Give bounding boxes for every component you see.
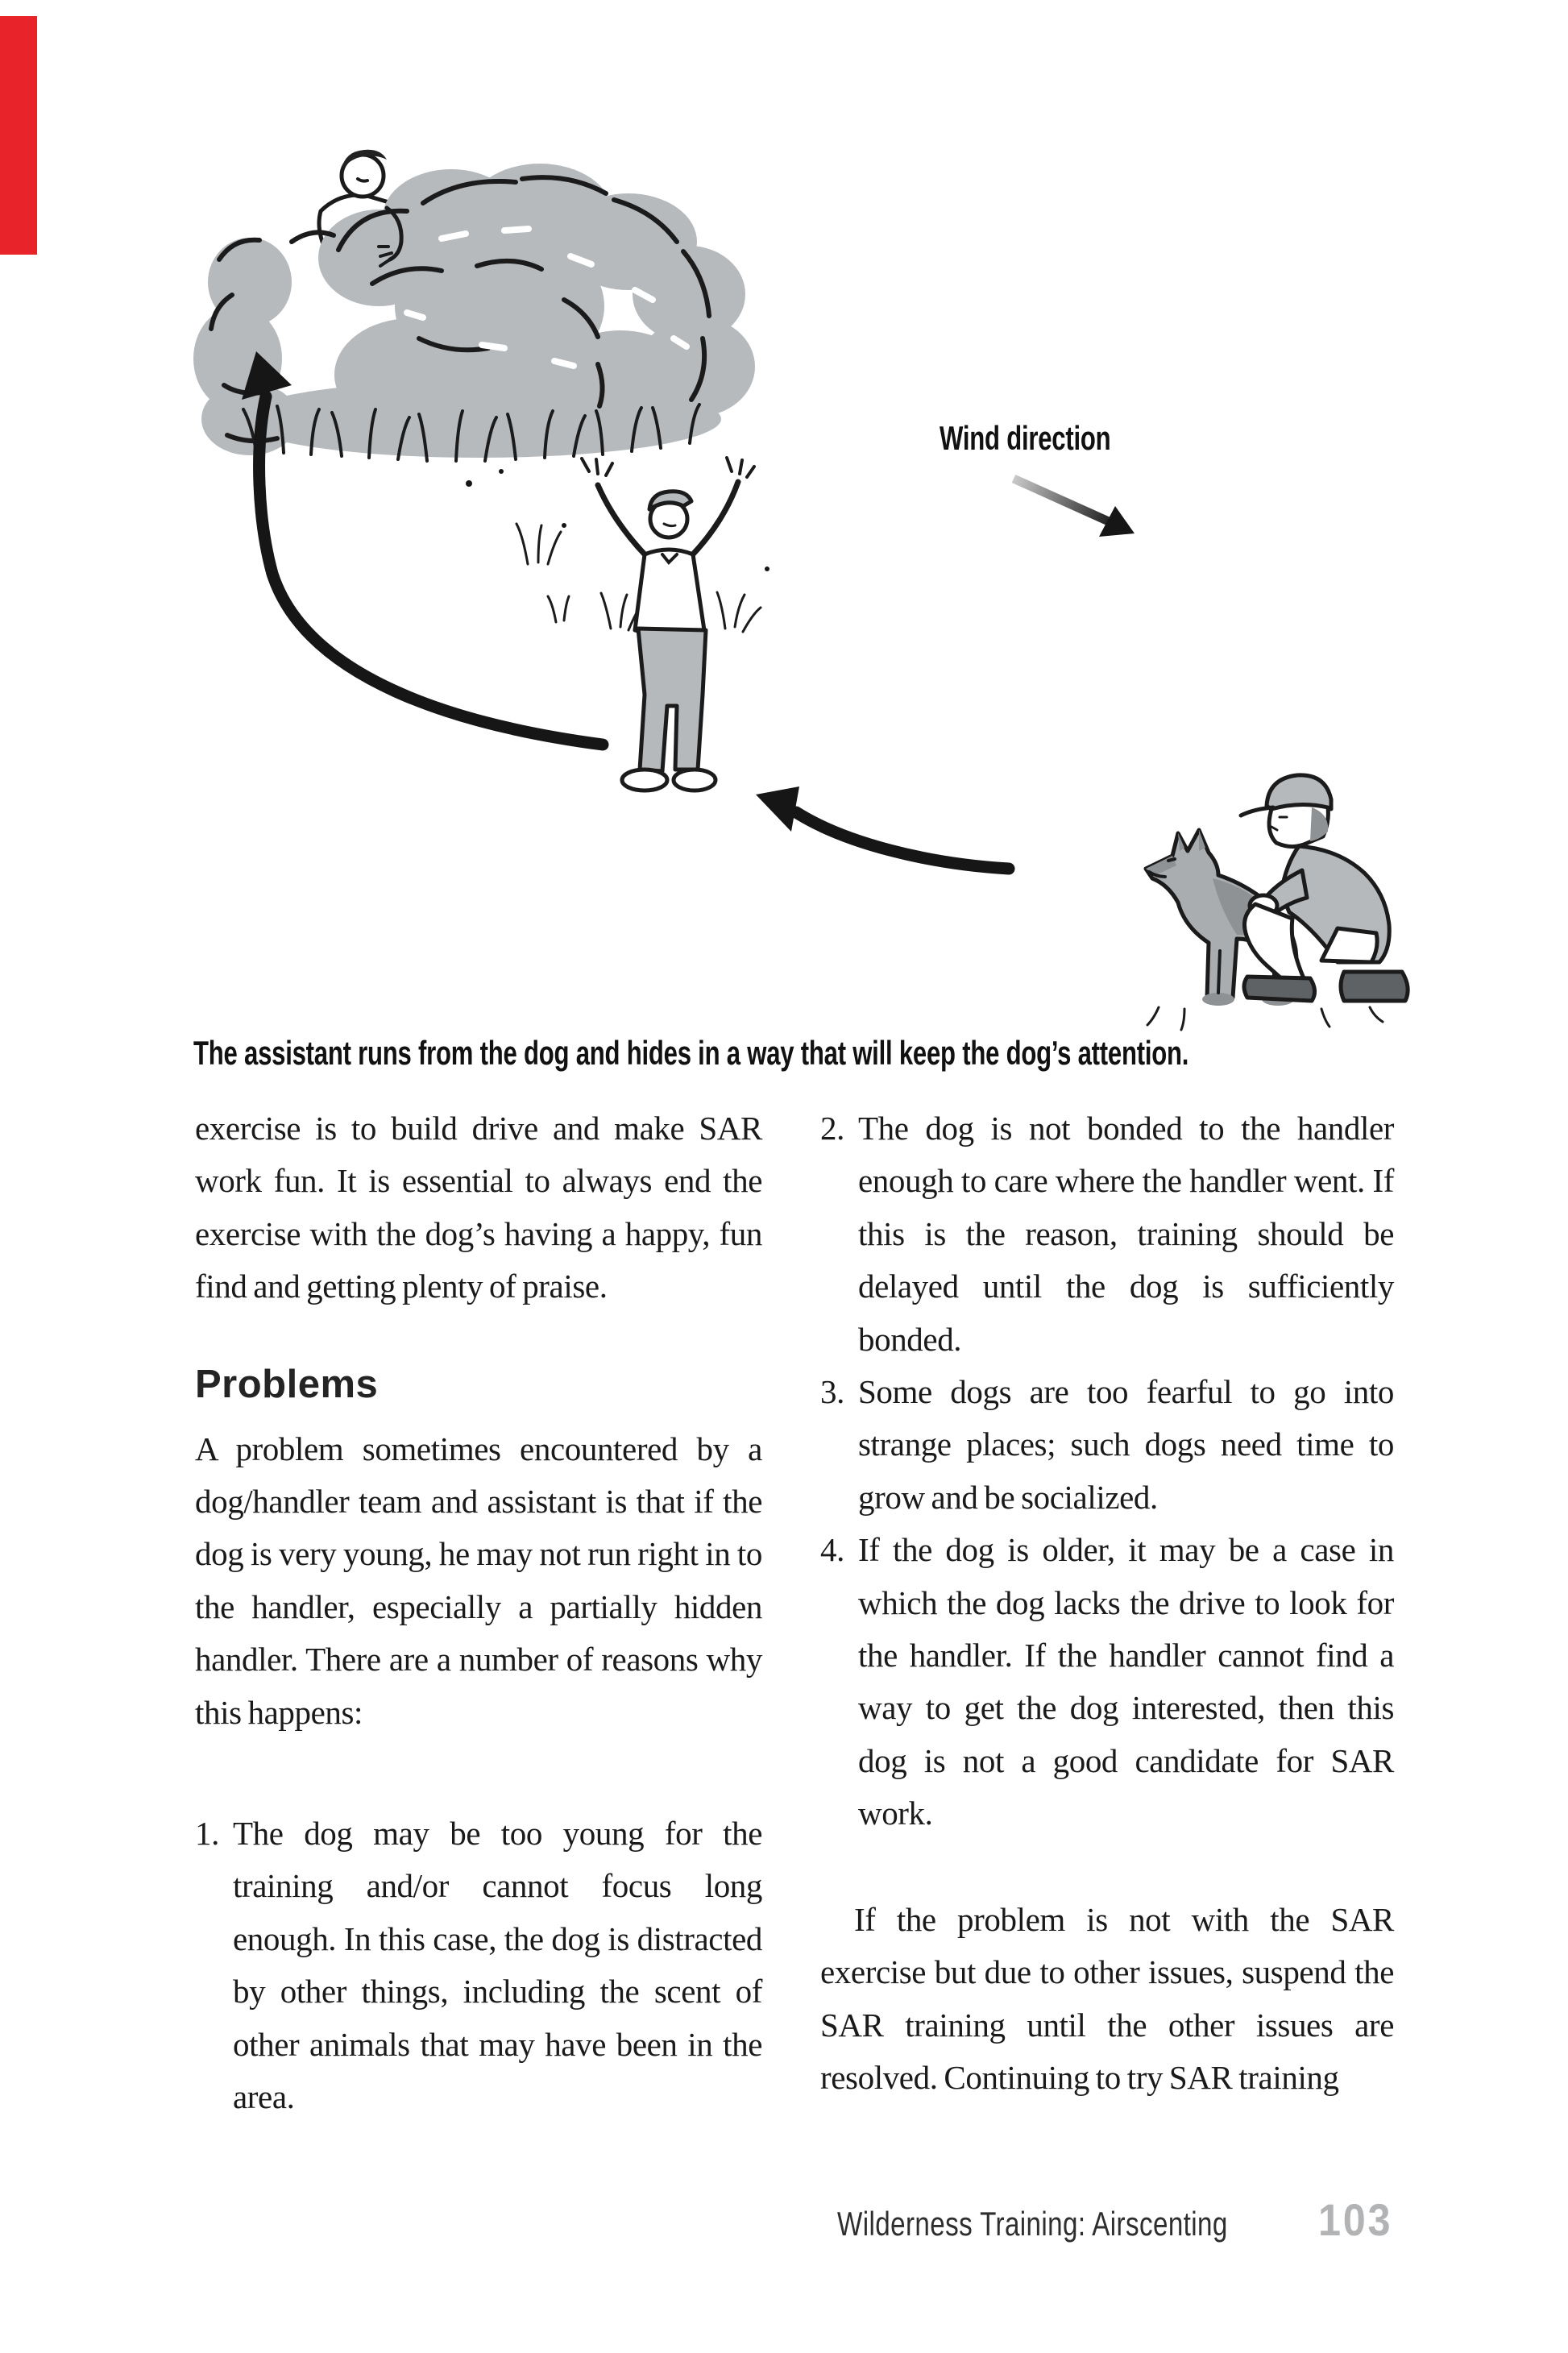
list-item-4 [820, 1524, 1394, 1840]
wind-direction-label: Wind direction [940, 419, 1111, 457]
list-item-3 [820, 1366, 1394, 1524]
list-number: 3. [820, 1373, 844, 1411]
training-diagram [0, 0, 1568, 1048]
list-number: 4. [820, 1531, 844, 1569]
return-arrow-icon [756, 786, 1009, 869]
section-heading: Problems [195, 1362, 379, 1406]
figure-caption: The assistant runs from the dog and hides in a way that will keep the dog’s attention. [193, 1034, 1189, 1072]
paragraph: A problem sometimes encountered by a dog/handler team and assistant is that if the dog is very young, he may not run right in to the handler, especially a partially hidden handler. There are a number of reasons why this happens: [195, 1430, 762, 1731]
list-item-text: Some dogs are too fearful to go into strange places; such dogs need time to grow and be socialized. [858, 1373, 1394, 1516]
list-item-text: The dog may be too young for the training and/or cannot focus long enough. In this case, the dog is distracted by other things, including the scent of other animals that may have been in the area. [233, 1815, 762, 2116]
page-number: 103 [1318, 2194, 1393, 2245]
right-column [820, 1102, 1394, 2104]
paragraph: If the problem is not with the SAR exercise but due to other issues, suspend the SAR training until the other issues are resolved. Continuing to try SAR training [820, 1900, 1394, 2096]
left-column [195, 1102, 762, 2124]
list-item-text: If the dog is older, it may be a case in which the dog lacks the drive to look for the handler. If the handler cannot find a way to get the dog interested, then this dog is not a good candidate for SAR work. [858, 1531, 1394, 1832]
list-item-1 [195, 1807, 762, 2123]
list-item-text: The dog is not bonded to the handler enough to care where the handler went. If this is the reason, training should be delayed until the dog is sufficiently bonded. [858, 1110, 1394, 1358]
paragraph-continued: exercise is to build drive and make SAR work fun. It is essential to always end the exercise with the dog’s having a happy, fun find and getting plenty of praise. [195, 1110, 762, 1305]
running-footer: Wilderness Training: Airscenting [837, 2205, 1228, 2243]
wind-arrow-icon [1014, 479, 1135, 537]
bushes-icon [193, 164, 755, 487]
list-item-2 [820, 1102, 1394, 1366]
list-number: 2. [820, 1110, 844, 1147]
list-number: 1. [195, 1815, 219, 1853]
dog-and-crouching-handler-icon [1146, 775, 1408, 1030]
